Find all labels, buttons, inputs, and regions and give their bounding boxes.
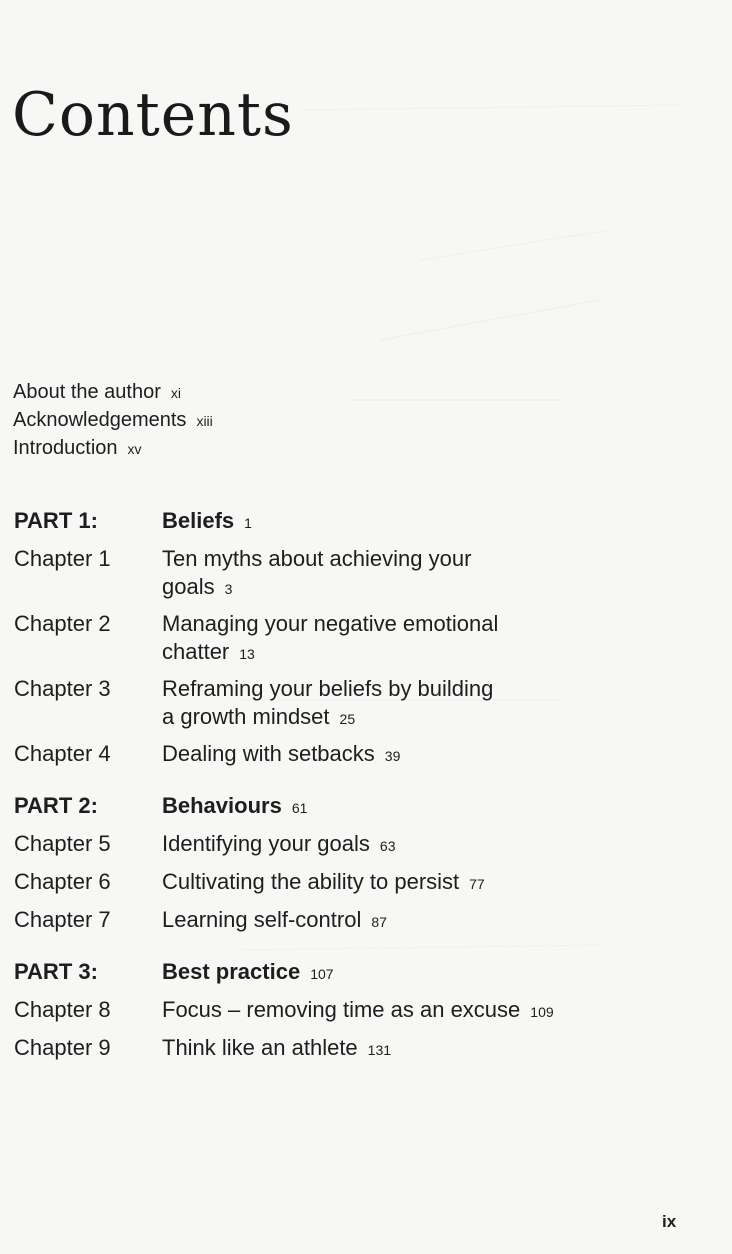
- part-page: 1: [244, 515, 252, 531]
- chapter-entry: [14, 1034, 714, 1072]
- chapter-title: Cultivating the ability to persist: [162, 869, 460, 894]
- part-heading: [14, 792, 714, 830]
- front-matter-list: [13, 379, 213, 463]
- front-matter-label: Introduction: [13, 437, 118, 459]
- part-title: Behaviours: [162, 793, 282, 818]
- part-label: PART 2:: [14, 793, 98, 818]
- front-matter-item: [13, 407, 213, 435]
- chapter-page: 63: [379, 838, 396, 854]
- front-matter-label: About the author: [13, 381, 161, 403]
- front-matter-page: xv: [127, 441, 142, 457]
- chapter-title-line2: chatter: [162, 639, 230, 664]
- front-matter-label: Acknowledgements: [13, 409, 187, 431]
- part-title: Best practice: [162, 959, 301, 984]
- part-heading: [14, 507, 714, 545]
- chapter-title-line1: Ten myths about achieving your: [162, 546, 472, 571]
- front-matter-item: [13, 435, 213, 463]
- chapter-entry: [14, 830, 714, 868]
- chapter-title: Learning self-control: [162, 907, 362, 932]
- part-label: PART 1:: [14, 508, 98, 533]
- chapter-entry: [14, 906, 714, 944]
- part-page: 107: [310, 966, 334, 982]
- chapter-page: 77: [469, 876, 485, 892]
- chapter-title-line2: a growth mindset: [162, 704, 330, 729]
- chapter-title: Identifying your goals: [162, 831, 370, 856]
- part-title: Beliefs: [162, 508, 235, 533]
- chapter-label: Chapter 2: [14, 611, 111, 636]
- part-page: 61: [291, 800, 308, 816]
- chapter-page: 131: [367, 1042, 392, 1058]
- chapter-title-line1: Managing your negative emotional: [162, 611, 499, 636]
- chapter-page: 25: [339, 711, 356, 727]
- front-matter-page: xiii: [196, 413, 213, 429]
- chapter-label: Chapter 9: [14, 1035, 111, 1060]
- chapter-page: 39: [384, 748, 401, 764]
- table-of-contents: [14, 507, 714, 1072]
- front-matter-page: xi: [170, 385, 182, 401]
- chapter-entry: [14, 740, 714, 778]
- chapter-title: Think like an athlete: [162, 1035, 358, 1060]
- chapter-page: 3: [224, 581, 233, 597]
- chapter-title-line1: Reframing your beliefs by building: [162, 676, 494, 701]
- chapter-page: 109: [530, 1004, 554, 1020]
- chapter-entry: [14, 868, 714, 906]
- chapter-entry: [14, 996, 714, 1034]
- chapter-title: Dealing with setbacks: [162, 741, 375, 766]
- chapter-page: 13: [239, 646, 255, 662]
- part-heading: [14, 958, 714, 996]
- chapter-entry: [14, 545, 714, 610]
- chapter-label: Chapter 1: [14, 546, 111, 571]
- chapter-label: Chapter 5: [14, 831, 111, 856]
- chapter-label: Chapter 6: [14, 869, 111, 894]
- chapter-label: Chapter 8: [14, 997, 111, 1022]
- chapter-label: Chapter 3: [14, 676, 111, 701]
- chapter-label: Chapter 4: [14, 741, 111, 766]
- chapter-label: Chapter 7: [14, 907, 111, 932]
- chapter-title: Focus – removing time as an excuse: [162, 997, 521, 1022]
- chapter-entry: [14, 675, 714, 740]
- chapter-entry: [14, 610, 714, 675]
- part-label: PART 3:: [14, 959, 98, 984]
- page-title: Contents: [12, 80, 294, 150]
- front-matter-item: [13, 379, 213, 407]
- page-folio: ix: [662, 1212, 677, 1231]
- chapter-page: 87: [371, 914, 387, 930]
- chapter-title-line2: goals: [162, 574, 215, 599]
